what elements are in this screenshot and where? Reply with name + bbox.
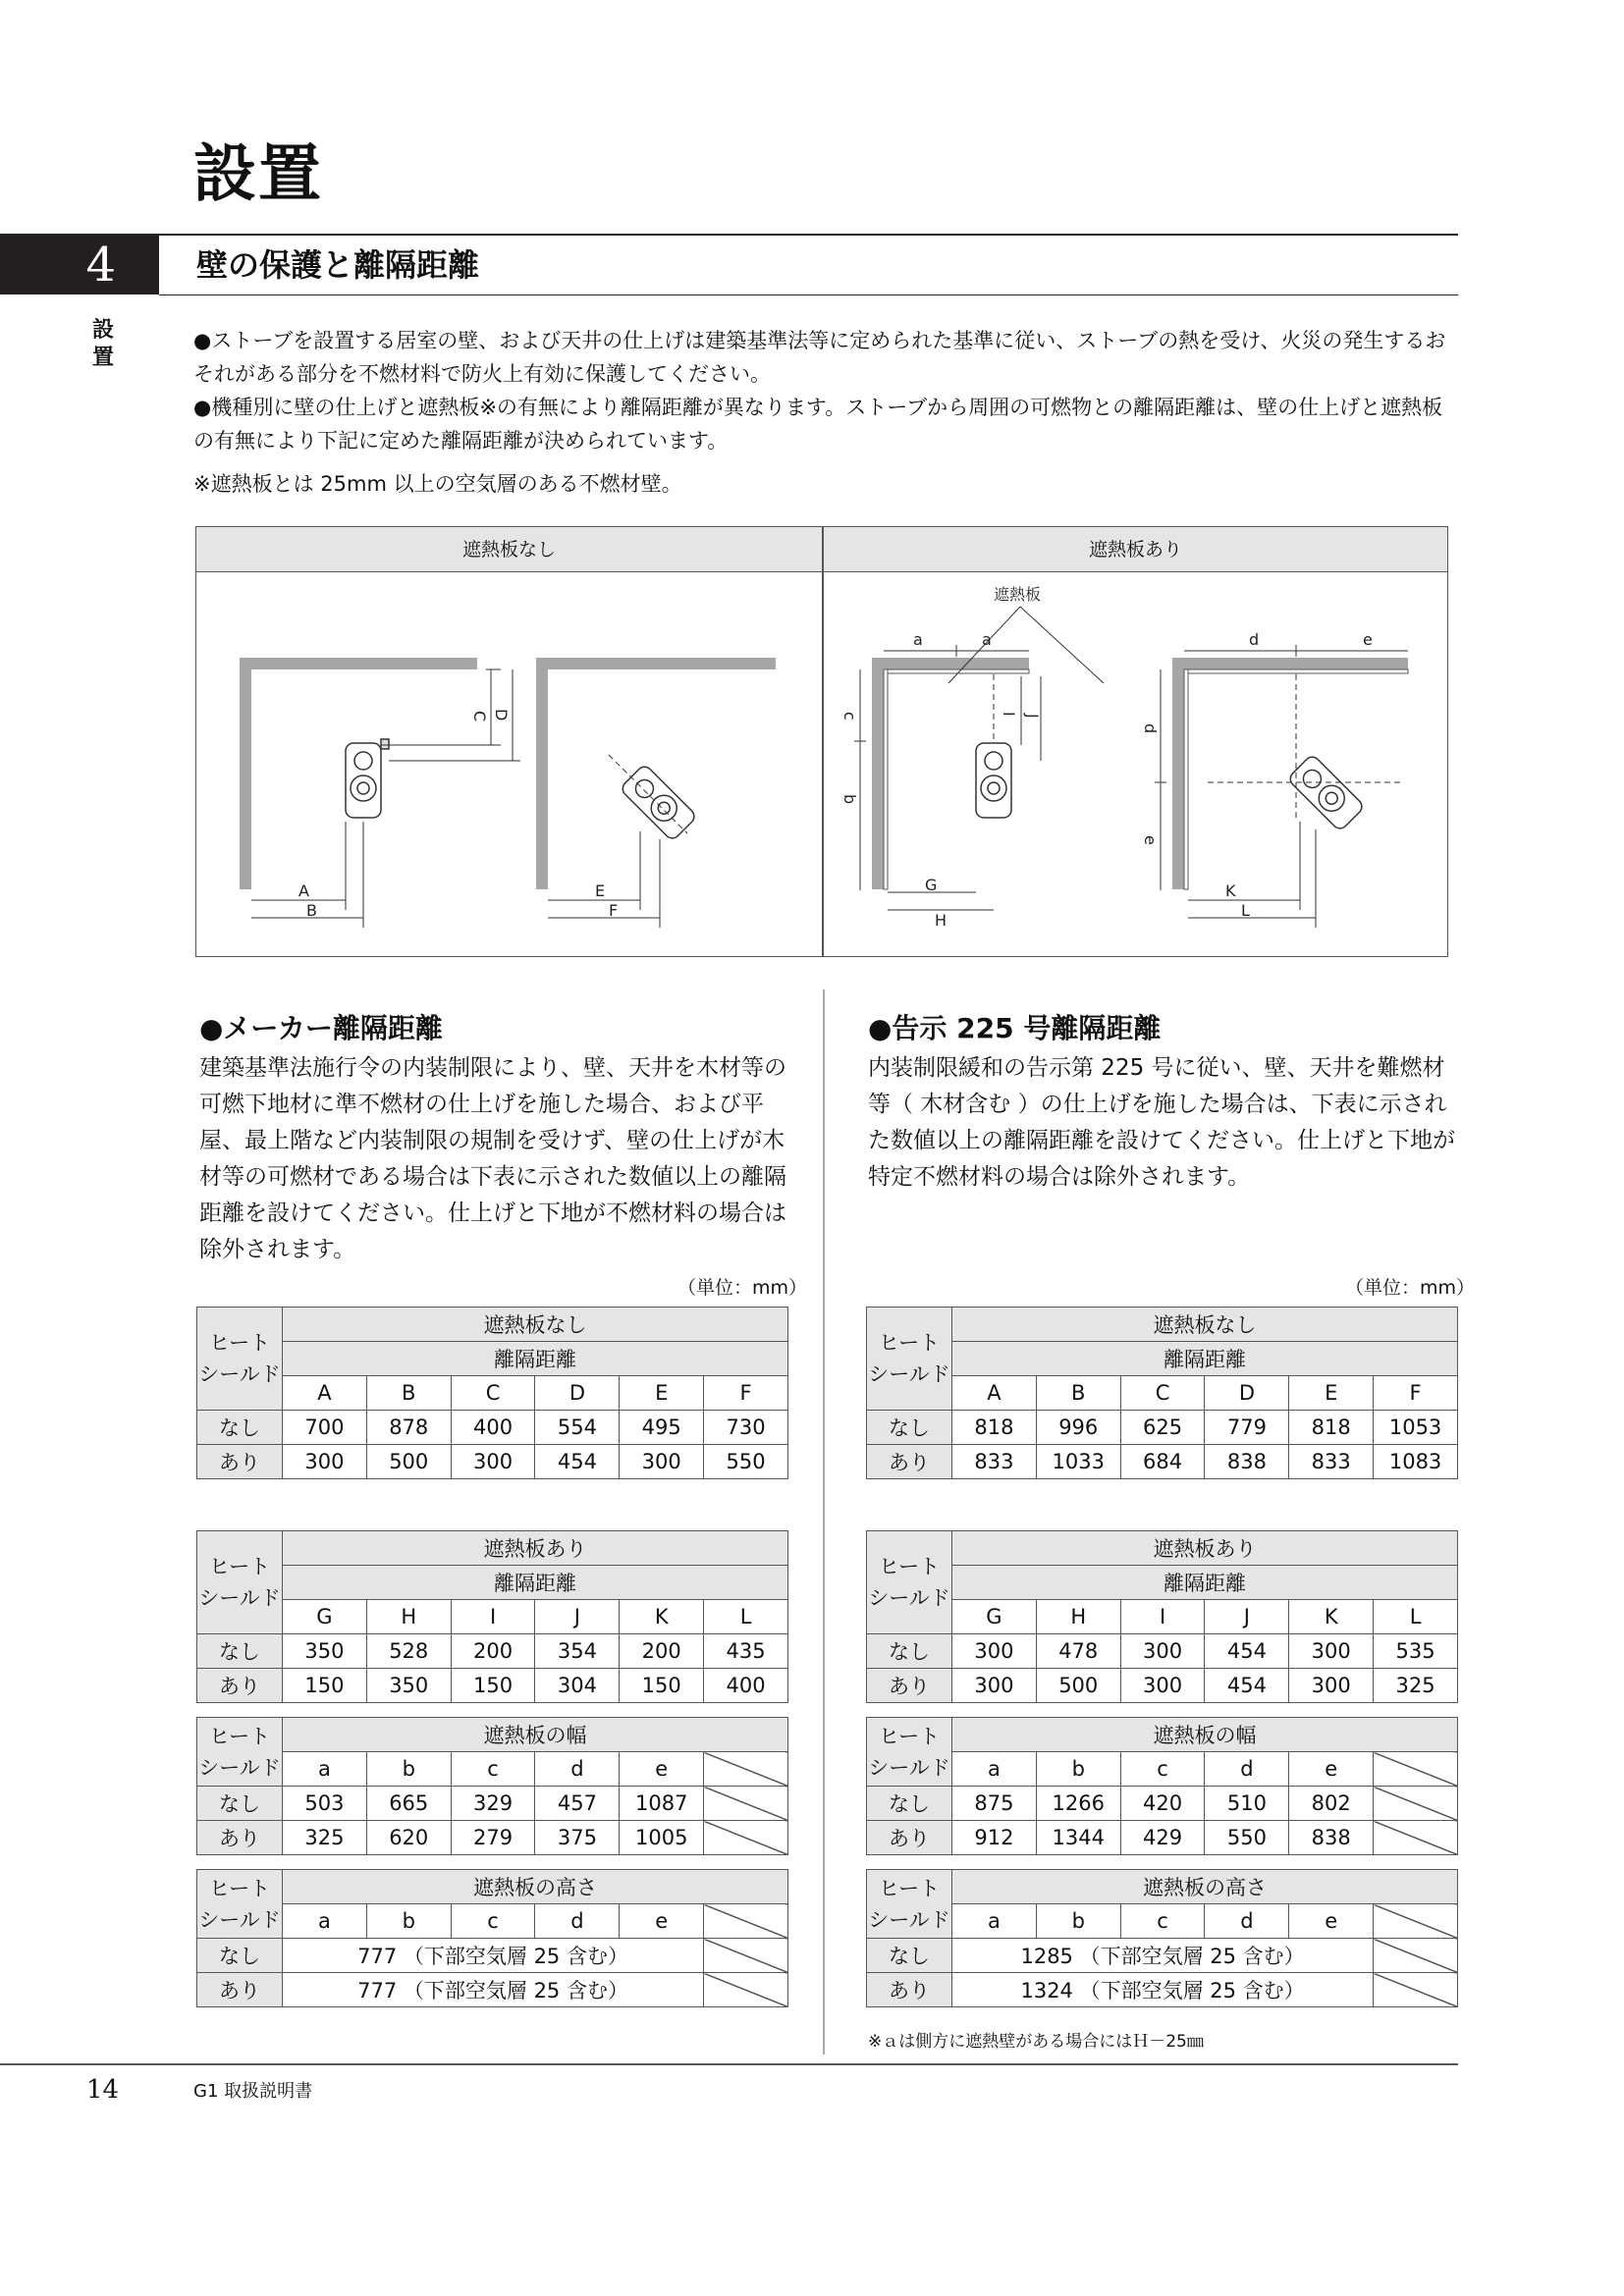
row-label: あり	[197, 1821, 283, 1855]
col-E: E	[1289, 1376, 1374, 1411]
stove-icon	[346, 739, 389, 818]
maker-clearance-heading: ●メーカー離隔距離	[199, 1012, 443, 1044]
col-d: d	[535, 1904, 620, 1939]
row-header-heatshield: ヒート シールド	[867, 1308, 952, 1411]
cell: 454	[535, 1445, 620, 1479]
cell: 833	[952, 1445, 1037, 1479]
stove-icon-diagonal	[620, 764, 697, 841]
row-header-heatshield: ヒート シールド	[197, 1718, 283, 1787]
table-row	[867, 1787, 1458, 1821]
col-b: b	[1036, 1752, 1120, 1787]
col-F: F	[1374, 1376, 1458, 1411]
cell: 304	[535, 1669, 620, 1703]
intro-bullet-2: ●機種別に壁の仕上げと遮熱板※の有無により離隔距離が異なります。ストーブから周囲の可燃物との離隔距離は、壁の仕上げと遮熱板の有無により下記に定めた離隔距離が決められています。	[193, 396, 1443, 453]
row-label: あり	[197, 1973, 283, 2007]
cell: 300	[1289, 1634, 1374, 1669]
cell: 665	[366, 1787, 451, 1821]
cell: 325	[283, 1821, 367, 1855]
shield-note: ※遮熱板とは 25mm 以上の空気層のある不燃材壁。	[193, 472, 682, 496]
dim-label-D: D	[492, 709, 511, 721]
col-B: B	[1036, 1376, 1120, 1411]
col-e: e	[1289, 1904, 1374, 1939]
col-d: d	[535, 1752, 620, 1787]
header-no-shield: 遮熱板なし	[283, 1308, 788, 1342]
page-number: 14	[86, 2075, 120, 2105]
col-b: b	[366, 1752, 451, 1787]
cell: 818	[1289, 1411, 1374, 1445]
table-row	[867, 1445, 1458, 1479]
col-a: a	[283, 1904, 367, 1939]
col-G: G	[952, 1600, 1037, 1634]
unit-label-left: （単位：mm）	[677, 1277, 808, 1299]
col-d: d	[1205, 1752, 1289, 1787]
cell: 777 （下部空気層 25 含む）	[283, 1939, 704, 1973]
cell: 420	[1120, 1787, 1205, 1821]
cell: 700	[283, 1411, 367, 1445]
col-c: c	[451, 1904, 535, 1939]
col-G: G	[283, 1600, 367, 1634]
notice225-clearance-text: 内装制限緩和の告示第 225 号に従い、壁、天井を難燃材等（ 木材含む ）の仕上げを施した場合は、下表に示された数値以上の離隔距離を設けてください。仕上げと下地が特定不燃材料の場合は除外されます。	[868, 1055, 1455, 1190]
empty-cell	[1374, 1821, 1458, 1855]
col-C: C	[1120, 1376, 1205, 1411]
table-row	[867, 1669, 1458, 1703]
header-shield-height: 遮熱板の高さ	[952, 1870, 1458, 1904]
col-D: D	[535, 1376, 620, 1411]
empty-cell	[704, 1904, 788, 1939]
cell: 329	[451, 1787, 535, 1821]
cell: 429	[1120, 1821, 1205, 1855]
empty-cell	[704, 1787, 788, 1821]
cell: 500	[1036, 1669, 1120, 1703]
dim-label-a-1: a	[913, 630, 923, 649]
dim-label-F: F	[609, 901, 619, 920]
col-A: A	[283, 1376, 367, 1411]
col-F: F	[704, 1376, 788, 1411]
col-a: a	[952, 1752, 1037, 1787]
cell: 300	[1120, 1634, 1205, 1669]
cell: 200	[620, 1634, 704, 1669]
cell: 1053	[1374, 1411, 1458, 1445]
diagram-drawing	[196, 527, 1449, 958]
col-d: d	[1205, 1904, 1289, 1939]
wall-corner-2	[536, 658, 776, 889]
col-E: E	[620, 1376, 704, 1411]
row-label: なし	[197, 1634, 283, 1669]
col-K: K	[1289, 1600, 1374, 1634]
cell: 350	[283, 1634, 367, 1669]
table-row	[867, 1821, 1458, 1855]
dim-label-C: C	[470, 711, 489, 722]
maker-table-no-shield	[196, 1307, 788, 1479]
header-distance: 離隔距離	[952, 1566, 1458, 1600]
row-label: あり	[867, 1973, 952, 2007]
cell: 818	[952, 1411, 1037, 1445]
empty-cell	[1374, 1904, 1458, 1939]
cell: 620	[366, 1821, 451, 1855]
dim-label-d-top: d	[1249, 630, 1260, 649]
col-J: J	[535, 1600, 620, 1634]
dim-label-B: B	[306, 901, 317, 920]
cell: 354	[535, 1634, 620, 1669]
cell: 510	[1205, 1787, 1289, 1821]
col-L: L	[1374, 1600, 1458, 1634]
cell: 350	[366, 1669, 451, 1703]
col-H: H	[366, 1600, 451, 1634]
header-distance: 離隔距離	[952, 1342, 1458, 1376]
section-title: 壁の保護と離隔距離	[196, 246, 480, 284]
empty-cell	[704, 1821, 788, 1855]
dim-label-J: J	[1023, 714, 1042, 719]
table-row	[197, 1634, 788, 1669]
clearance-diagram	[195, 526, 1448, 957]
col-B: B	[366, 1376, 451, 1411]
cell: 550	[1205, 1821, 1289, 1855]
cell: 300	[451, 1445, 535, 1479]
notice-table-shield-height	[866, 1869, 1458, 2007]
row-header-heatshield: ヒート シールド	[867, 1531, 952, 1634]
title-rule	[0, 234, 1458, 236]
cell: 550	[704, 1445, 788, 1479]
dim-label-I: I	[1000, 712, 1018, 717]
col-e: e	[620, 1904, 704, 1939]
table-row	[197, 1445, 788, 1479]
header-distance: 離隔距離	[283, 1566, 788, 1600]
row-header-heatshield: ヒート シールド	[867, 1870, 952, 1939]
row-label: あり	[867, 1821, 952, 1855]
row-header-heatshield: ヒート シールド	[197, 1308, 283, 1411]
row-label: なし	[867, 1634, 952, 1669]
table-row	[867, 1411, 1458, 1445]
col-b: b	[366, 1904, 451, 1939]
cell: 838	[1289, 1821, 1374, 1855]
col-c: c	[1120, 1752, 1205, 1787]
table-row	[867, 1973, 1458, 2007]
dim-label-e-side: e	[1141, 835, 1160, 845]
cell: 777 （下部空気層 25 含む）	[283, 1973, 704, 2007]
row-label: なし	[867, 1787, 952, 1821]
cell: 279	[451, 1821, 535, 1855]
cell: 878	[366, 1411, 451, 1445]
cell: 554	[535, 1411, 620, 1445]
cell: 1083	[1374, 1445, 1458, 1479]
row-label: あり	[867, 1445, 952, 1479]
table-row	[197, 1411, 788, 1445]
unit-label-right: （単位：mm）	[1345, 1277, 1476, 1299]
empty-cell	[1374, 1939, 1458, 1973]
cell: 454	[1205, 1634, 1289, 1669]
cell: 300	[620, 1445, 704, 1479]
side-label: 設置	[91, 317, 114, 370]
dim-label-e-top: e	[1363, 630, 1373, 649]
cell: 730	[704, 1411, 788, 1445]
cell: 300	[1120, 1669, 1205, 1703]
col-K: K	[620, 1600, 704, 1634]
cell: 300	[952, 1634, 1037, 1669]
dim-label-E: E	[595, 881, 606, 900]
cell: 300	[1289, 1669, 1374, 1703]
cell: 1266	[1036, 1787, 1120, 1821]
row-label: なし	[867, 1939, 952, 1973]
cell: 1087	[620, 1787, 704, 1821]
notice-table-shield-width	[866, 1717, 1458, 1855]
empty-cell	[704, 1939, 788, 1973]
dim-label-b: b	[840, 794, 859, 805]
row-label: あり	[867, 1669, 952, 1703]
cell: 1324 （下部空気層 25 含む）	[952, 1973, 1374, 2007]
empty-cell	[1374, 1752, 1458, 1787]
cell: 400	[704, 1669, 788, 1703]
dim-label-K: K	[1225, 881, 1236, 900]
cell: 150	[451, 1669, 535, 1703]
col-b: b	[1036, 1904, 1120, 1939]
header-distance: 離隔距離	[283, 1342, 788, 1376]
cell: 500	[366, 1445, 451, 1479]
cell: 625	[1120, 1411, 1205, 1445]
footnote: ※ａは側方に遮熱壁がある場合にはＨ－25㎜	[868, 2032, 1204, 2052]
cell: 1285 （下部空気層 25 含む）	[952, 1939, 1374, 1973]
cell: 478	[1036, 1634, 1120, 1669]
diagram-header-no-shield: 遮熱板なし	[461, 539, 556, 561]
notice-table-no-shield	[866, 1307, 1458, 1479]
cell: 912	[952, 1821, 1037, 1855]
cell: 400	[451, 1411, 535, 1445]
cell: 150	[620, 1669, 704, 1703]
cell: 838	[1205, 1445, 1289, 1479]
cell: 1033	[1036, 1445, 1120, 1479]
col-a: a	[952, 1904, 1037, 1939]
notice-table-with-shield	[866, 1530, 1458, 1703]
stove-icon-diagonal-2	[1287, 754, 1365, 831]
cell: 1005	[620, 1821, 704, 1855]
col-e: e	[1289, 1752, 1374, 1787]
col-c: c	[451, 1752, 535, 1787]
table-row	[867, 1634, 1458, 1669]
wall-corner-4	[1172, 658, 1408, 889]
maker-clearance-text: 建築基準法施行令の内装制限により、壁、天井を木材等の可燃下地材に準不燃材の仕上げを施した場合、および平屋、最上階など内装制限の規制を受けず、壁の仕上げが木材等の可燃材である場合は下表に示された数値以上の離隔距離を設けてください。仕上げと下地が不燃材料の場合は除外されます。	[199, 1055, 786, 1262]
row-label: なし	[197, 1787, 283, 1821]
cell: 684	[1120, 1445, 1205, 1479]
cell: 454	[1205, 1669, 1289, 1703]
diagram-header-with-shield: 遮熱板あり	[1088, 539, 1182, 561]
col-I: I	[451, 1600, 535, 1634]
empty-cell	[704, 1973, 788, 2007]
intro-bullet-1: ●ストーブを設置する居室の壁、および天井の仕上げは建築基準法等に定められた基準に従い、ストーブの熱を受け、火災の発生するおそれがある部分を不燃材料で防火上有効に保護してください。	[193, 329, 1446, 386]
dimension-lines-1	[251, 669, 520, 928]
cell: 833	[1289, 1445, 1374, 1479]
dim-label-c: c	[840, 712, 859, 721]
col-J: J	[1205, 1600, 1289, 1634]
page-title: 設置	[193, 137, 323, 211]
cell: 150	[283, 1669, 367, 1703]
dim-label-G: G	[925, 876, 938, 894]
row-label: なし	[197, 1939, 283, 1973]
maker-table-shield-width	[196, 1717, 788, 1855]
row-label: あり	[197, 1445, 283, 1479]
document-name: G1 取扱説明書	[193, 2081, 313, 2102]
col-a: a	[283, 1752, 367, 1787]
row-label: なし	[867, 1411, 952, 1445]
row-header-heatshield: ヒート シールド	[197, 1870, 283, 1939]
stove-icon-3	[976, 743, 1011, 818]
cell: 495	[620, 1411, 704, 1445]
table-row	[197, 1787, 788, 1821]
col-I: I	[1120, 1600, 1205, 1634]
cell: 435	[704, 1634, 788, 1669]
dim-label-a-2: a	[982, 630, 992, 649]
table-row	[197, 1973, 788, 2007]
cell: 325	[1374, 1669, 1458, 1703]
col-A: A	[952, 1376, 1037, 1411]
table-row	[197, 1669, 788, 1703]
cell: 457	[535, 1787, 620, 1821]
maker-table-shield-height	[196, 1869, 788, 2007]
col-e: e	[620, 1752, 704, 1787]
cell: 1344	[1036, 1821, 1120, 1855]
cell: 300	[283, 1445, 367, 1479]
header-with-shield: 遮熱板あり	[952, 1531, 1458, 1566]
empty-cell	[704, 1752, 788, 1787]
col-H: H	[1036, 1600, 1120, 1634]
cell: 375	[535, 1821, 620, 1855]
col-c: c	[1120, 1904, 1205, 1939]
header-with-shield: 遮熱板あり	[283, 1531, 788, 1566]
cell: 996	[1036, 1411, 1120, 1445]
dim-label-d-side: d	[1141, 723, 1160, 734]
row-header-heatshield: ヒート シールド	[867, 1718, 952, 1787]
empty-cell	[1374, 1787, 1458, 1821]
col-D: D	[1205, 1376, 1289, 1411]
cell: 528	[366, 1634, 451, 1669]
row-label: あり	[197, 1669, 283, 1703]
table-row	[867, 1939, 1458, 1973]
table-row	[197, 1821, 788, 1855]
section-number: 4	[0, 236, 159, 294]
cell: 200	[451, 1634, 535, 1669]
cell: 503	[283, 1787, 367, 1821]
dim-label-H: H	[935, 911, 947, 930]
dimension-lines-4	[1155, 645, 1408, 928]
row-header-heatshield: ヒート シールド	[197, 1531, 283, 1634]
footer-rule	[0, 2063, 1458, 2065]
header-no-shield: 遮熱板なし	[952, 1308, 1458, 1342]
empty-cell	[1374, 1973, 1458, 2007]
shield-callout: 遮熱板	[994, 585, 1042, 604]
col-L: L	[704, 1600, 788, 1634]
cell: 875	[952, 1787, 1037, 1821]
table-row	[197, 1939, 788, 1973]
row-label: なし	[197, 1411, 283, 1445]
notice225-clearance-heading: ●告示 225 号離隔距離	[868, 1012, 1162, 1044]
cell: 535	[1374, 1634, 1458, 1669]
column-divider	[823, 989, 825, 2055]
header-shield-width: 遮熱板の幅	[283, 1718, 788, 1752]
cell: 802	[1289, 1787, 1374, 1821]
col-C: C	[451, 1376, 535, 1411]
header-shield-width: 遮熱板の幅	[952, 1718, 1458, 1752]
dim-label-A: A	[298, 881, 309, 900]
dim-label-L: L	[1241, 901, 1250, 920]
cell: 300	[952, 1669, 1037, 1703]
maker-table-with-shield	[196, 1530, 788, 1703]
header-shield-height: 遮熱板の高さ	[283, 1870, 788, 1904]
section-rule	[159, 294, 1458, 295]
cell: 779	[1205, 1411, 1289, 1445]
